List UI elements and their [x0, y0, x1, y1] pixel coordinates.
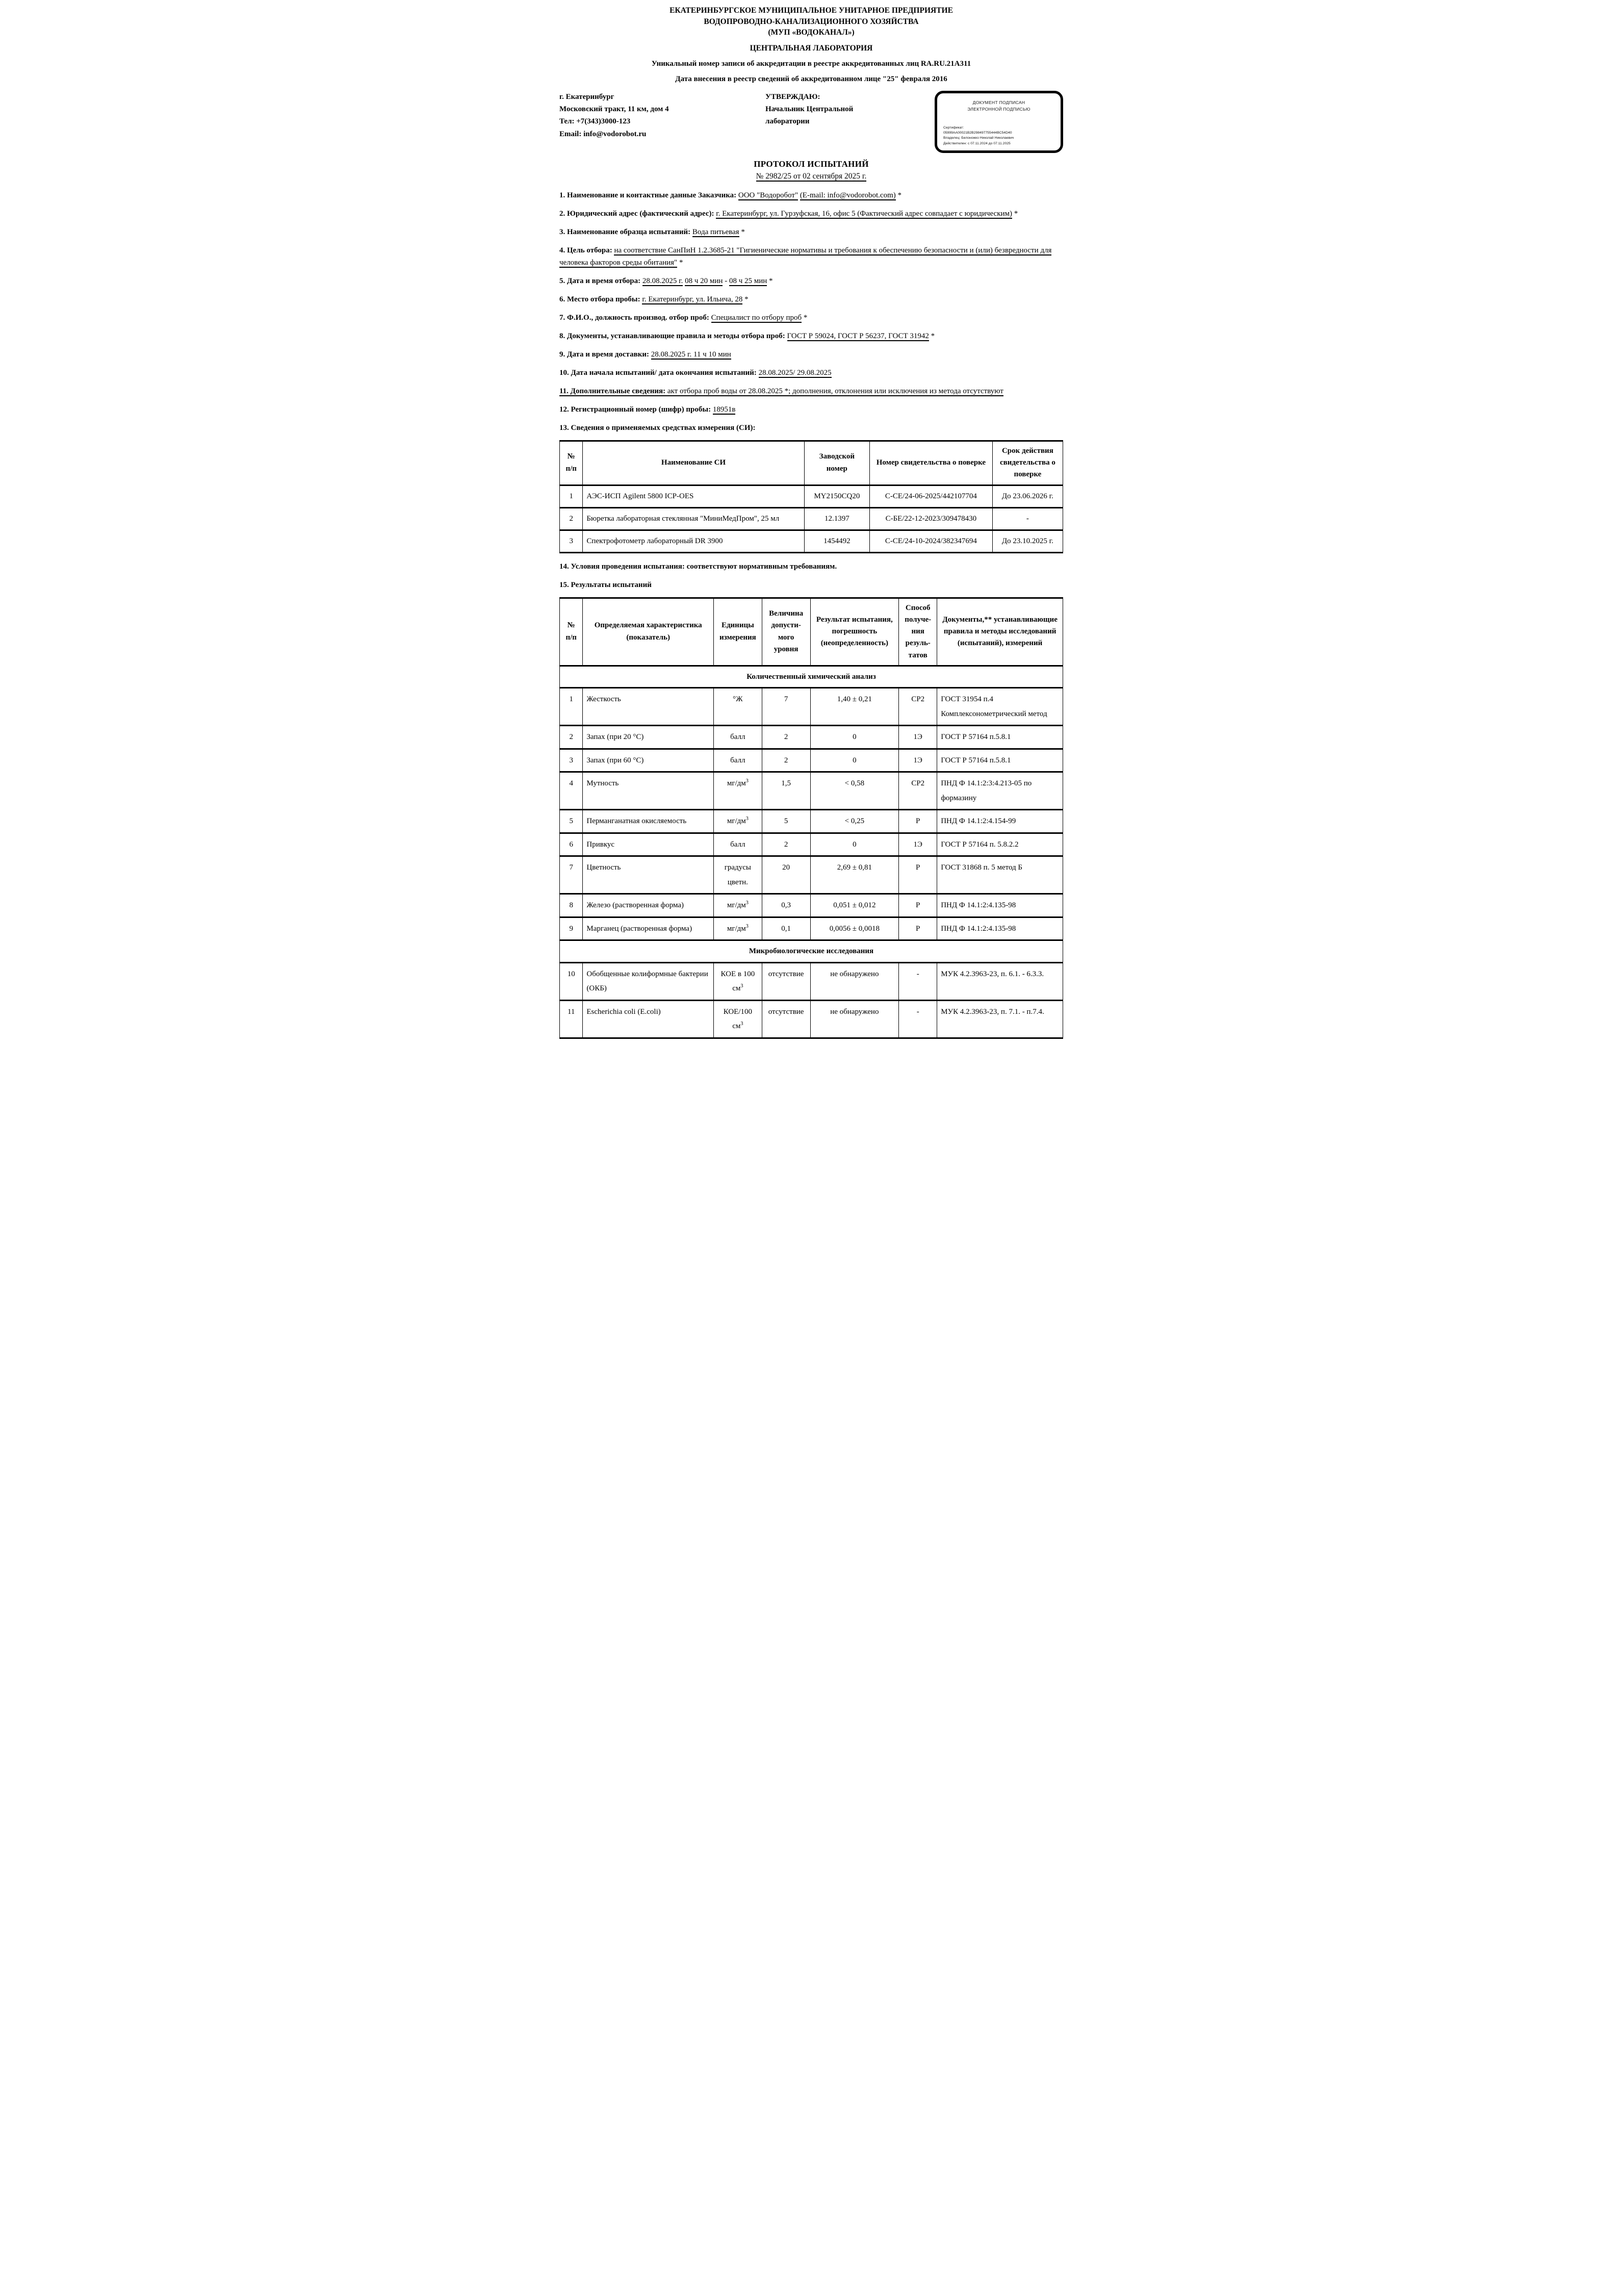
column-header: Срок действия свидетельства о поверке — [992, 441, 1063, 485]
stamp-validity: Действителен: с 07.11.2024 до 07.11.2025 — [943, 141, 1011, 145]
table-cell: ПНД Ф 14.1:2:4.135-98 — [937, 894, 1063, 917]
table-cell: Запах (при 60 °С) — [583, 749, 714, 772]
table-cell: 1 — [560, 688, 583, 726]
text-segment: 6. Место отбора пробы: — [559, 295, 642, 303]
text-segment: 08 ч 25 мин — [729, 276, 767, 285]
contact-phone: Тел: +7(343)3000-123 — [559, 117, 631, 126]
table-cell: СР2 — [899, 772, 937, 810]
text-segment: * — [802, 313, 808, 322]
table-cell: Марганец (растворенная форма) — [583, 917, 714, 940]
protocol-item — [559, 208, 1063, 220]
document-title: ПРОТОКОЛ ИСПЫТАНИЙ — [754, 159, 869, 169]
text-segment: 7. Ф.И.О., должность производ. отбор проб: — [559, 313, 711, 322]
table-cell: Жесткость — [583, 688, 714, 726]
table-cell: 2 — [762, 833, 810, 856]
table-cell: MY2150CQ20 — [804, 485, 869, 507]
table-cell: $мг/дм^3$ — [714, 772, 762, 810]
superscript-3: 3 — [740, 1021, 743, 1027]
stamp-cert-value: 05999AA00021B2B298497755444BC54D40 — [943, 131, 1012, 135]
protocol-item — [559, 348, 1063, 361]
column-header: Документы,** устанавливающие правила и методы исследований (испытаний), измерений — [937, 598, 1063, 666]
text-segment: 11. Дополнительные сведения: — [559, 387, 667, 395]
org-name-line3: (МУП «ВОДОКАНАЛ») — [768, 28, 855, 37]
text-segment: * — [895, 191, 902, 199]
table-row — [560, 688, 1063, 726]
text-segment: на соответствие СанПиН 1.2.3685-21 "Гигиенические нормативы и требования к обеспечению безопасности и (или) безвредности для человека факторов среды обитания" — [559, 246, 1052, 267]
table-cell: 2 — [560, 507, 583, 530]
column-header: Способ получе-ния резуль-татов — [899, 598, 937, 666]
accreditation-number-line: Уникальный номер записи об аккредитации в реестре аккредитованных лиц RA.RU.21А311 — [651, 59, 971, 68]
protocol-document — [541, 0, 1082, 1059]
table-cell: балл — [714, 726, 762, 749]
section-title: Количественный химический анализ — [560, 666, 1063, 688]
table-cell: До 23.10.2025 г. — [992, 530, 1063, 552]
stamp-cert-label: Сертификат: — [943, 126, 964, 130]
table-cell: До 23.06.2026 г. — [992, 485, 1063, 507]
table-cell: С-СЕ/24-10-2024/382347694 — [869, 530, 992, 552]
protocol-item — [559, 293, 1063, 305]
text-segment: Специалист по отбору проб — [711, 313, 802, 322]
text-segment: ГОСТ Р 59024, ГОСТ Р 56237, ГОСТ 31942 — [787, 331, 929, 340]
protocol-item-15 — [559, 579, 1063, 591]
superscript-3: 3 — [745, 778, 749, 784]
protocol-item — [559, 330, 1063, 342]
table-cell: 20 — [762, 856, 810, 894]
superscript-3: 3 — [740, 983, 743, 989]
lab-name: ЦЕНТРАЛЬНАЯ ЛАБОРАТОРИЯ — [750, 44, 873, 53]
table-row — [560, 507, 1063, 530]
table-row — [560, 726, 1063, 749]
table-cell: 0,1 — [762, 917, 810, 940]
table-cell: 2 — [762, 749, 810, 772]
section-title: Микробиологические исследования — [560, 940, 1063, 963]
text-segment: акт отбора проб воды от 28.08.2025 *; дополнения, отклонения или исключения из метода отсутствуют — [667, 387, 1003, 395]
measuring-instruments-table — [559, 440, 1063, 553]
table-cell: °Ж — [714, 688, 762, 726]
contact-city: г. Екатеринбург — [559, 92, 614, 101]
table-cell: балл — [714, 833, 762, 856]
table-cell: 1,40 ± 0,21 — [810, 688, 899, 726]
table-row — [560, 1000, 1063, 1038]
table-cell: не обнаружено — [810, 962, 899, 1000]
contact-block — [559, 91, 763, 140]
table-cell: 0 — [810, 726, 899, 749]
approve-title: УТВЕРЖДАЮ: — [765, 92, 820, 101]
stamp-title — [943, 99, 1054, 113]
table-cell: Обобщенные колиформные бактерии (ОКБ) — [583, 962, 714, 1000]
table-cell: 0,0056 ± 0,0018 — [810, 917, 899, 940]
table-cell: 7 — [762, 688, 810, 726]
text-segment: 12. Регистрационный номер (шифр) пробы: — [559, 405, 713, 414]
text-segment: * — [739, 227, 745, 236]
text-segment: 2. Юридический адрес (фактический адрес): — [559, 209, 716, 218]
text-segment: * — [742, 295, 749, 303]
column-header: Определяемая характеристика (показатель) — [583, 598, 714, 666]
org-name-line1: ЕКАТЕРИНБУРГСКОЕ МУНИЦИПАЛЬНОЕ УНИТАРНОЕ ПРЕДПРИЯТИЕ — [669, 6, 953, 15]
text-segment: 08 ч 20 мин — [685, 276, 723, 285]
table-cell: 1 — [560, 485, 583, 507]
column-header: № п/п — [560, 441, 583, 485]
column-header: Результат испытания, погрешность (неопределенность) — [810, 598, 899, 666]
protocol-item — [559, 189, 1063, 201]
table-cell: СР2 — [899, 688, 937, 726]
table-cell: 8 — [560, 894, 583, 917]
protocol-item — [559, 422, 1063, 434]
table-cell: - — [899, 962, 937, 1000]
table-cell: 0 — [810, 833, 899, 856]
column-header: Величина допусти-мого уровня — [762, 598, 810, 666]
protocol-item — [559, 275, 1063, 287]
text-segment: * — [929, 331, 935, 340]
protocol-item-14 — [559, 560, 1063, 573]
superscript-3: 3 — [745, 816, 749, 822]
digital-signature-stamp — [935, 91, 1063, 153]
column-header: Заводской номер — [804, 441, 869, 485]
protocol-item — [559, 244, 1063, 269]
accreditation-date-line: Дата внесения в реестр сведений об аккредитованном лице "25" февраля 2016 — [675, 74, 947, 83]
text-segment: - — [723, 276, 729, 285]
table-row — [560, 894, 1063, 917]
text-segment: 4. Цель отбора: — [559, 246, 614, 254]
table-cell: 0 — [810, 749, 899, 772]
text-segment: * — [767, 276, 773, 285]
column-header: Наименование СИ — [583, 441, 804, 485]
table-cell: С-СЕ/24-06-2025/442107704 — [869, 485, 992, 507]
test-results-table — [559, 597, 1063, 1039]
table-cell: Бюретка лабораторная стеклянная "МиниМедПром", 25 мл — [583, 507, 804, 530]
table-cell: 12.1397 — [804, 507, 869, 530]
superscript-3: 3 — [745, 900, 749, 906]
table-cell: МУК 4.2.3963-23, п. 7.1. - п.7.4. — [937, 1000, 1063, 1038]
table-cell: МУК 4.2.3963-23, п. 6.1. - 6.3.3. — [937, 962, 1063, 1000]
approve-block — [763, 91, 916, 128]
table-row — [560, 810, 1063, 833]
table-cell: 7 — [560, 856, 583, 894]
table-row — [560, 962, 1063, 1000]
table-cell: $мг/дм^3$ — [714, 894, 762, 917]
text-segment: 28.08.2025 г. 11 ч 10 мин — [651, 350, 731, 359]
protocol-items — [559, 189, 1063, 434]
table-section-row — [560, 666, 1063, 688]
column-header: № п/п — [560, 598, 583, 666]
text-segment: 1. Наименование и контактные данные Заказчика: — [559, 191, 738, 199]
approve-position-line2: лаборатории — [765, 117, 810, 126]
table-cell: Р — [899, 894, 937, 917]
table-cell: 1,5 — [762, 772, 810, 810]
table-cell: 5 — [762, 810, 810, 833]
stamp-certificate-info — [943, 125, 1054, 146]
table-cell: ГОСТ Р 57164 п.5.8.1 — [937, 749, 1063, 772]
table-cell: отсутствие — [762, 962, 810, 1000]
table-cell: КОЕ в 100 $см^3$ — [714, 962, 762, 1000]
table-cell: 2 — [762, 726, 810, 749]
contact-address: Московский тракт, 11 км, дом 4 — [559, 105, 669, 114]
table-row — [560, 917, 1063, 940]
text-segment: 15. Результаты испытаний — [559, 580, 652, 589]
table-cell: Перманганатная окисляемость — [583, 810, 714, 833]
text-segment: 28.08.2025 г. — [642, 276, 683, 285]
table-cell: < 0,58 — [810, 772, 899, 810]
table-cell: 10 — [560, 962, 583, 1000]
table-cell: С-БЕ/22-12-2023/309478430 — [869, 507, 992, 530]
table-section-row — [560, 940, 1063, 963]
column-header: Номер свидетельства о поверке — [869, 441, 992, 485]
table-cell: 1Э — [899, 749, 937, 772]
table-cell: Железо (растворенная форма) — [583, 894, 714, 917]
table-cell: Мутность — [583, 772, 714, 810]
table-cell: 4 — [560, 772, 583, 810]
table-cell: 0,3 — [762, 894, 810, 917]
text-segment: * — [1012, 209, 1018, 218]
table-row — [560, 856, 1063, 894]
table-cell: 3 — [560, 749, 583, 772]
text-segment: ООО "Водоробот" — [738, 191, 798, 199]
protocol-item — [559, 367, 1063, 379]
table-row — [560, 530, 1063, 552]
table-cell: КОЕ/100 $см^3$ — [714, 1000, 762, 1038]
text-segment: № 2982/25 от 02 сентября 2025 г. — [756, 171, 867, 181]
table-cell: 2 — [560, 726, 583, 749]
text-segment: 28.08.2025/ 29.08.2025 — [758, 368, 832, 377]
table-cell: ГОСТ 31954 п.4 Комплексонометрический метод — [937, 688, 1063, 726]
protocol-item — [559, 226, 1063, 238]
protocol-item — [559, 385, 1063, 397]
table-cell: $мг/дм^3$ — [714, 917, 762, 940]
text-segment: г. Екатеринбург, ул. Ильича, 28 — [642, 295, 743, 303]
table-cell: 11 — [560, 1000, 583, 1038]
table-cell: Привкус — [583, 833, 714, 856]
table-cell: ГОСТ Р 57164 п. 5.8.2.2 — [937, 833, 1063, 856]
text-segment: (E-mail: info@vodorobot.com) — [800, 191, 896, 199]
text-segment: г. Екатеринбург, ул. Гурзуфская, 16, офис 5 (Фактический адрес совпадает с юридическим) — [716, 209, 1012, 218]
table-cell: ПНД Ф 14.1:2:3:4.213-05 по формазину — [937, 772, 1063, 810]
superscript-3: 3 — [745, 923, 749, 929]
table-cell: Р — [899, 856, 937, 894]
protocol-item — [559, 312, 1063, 324]
table-cell: Цветность — [583, 856, 714, 894]
table-cell: не обнаружено — [810, 1000, 899, 1038]
table-row — [560, 749, 1063, 772]
text-segment: 10. Дата начала испытаний/ дата окончания испытаний: — [559, 368, 759, 377]
table-cell: Запах (при 20 °С) — [583, 726, 714, 749]
protocol-item — [559, 403, 1063, 416]
contact-email: Email: info@vodorobot.ru — [559, 130, 647, 138]
table-cell: Спектрофотометр лабораторный DR 3900 — [583, 530, 804, 552]
table-cell: 1454492 — [804, 530, 869, 552]
text-segment: 3. Наименование образца испытаний: — [559, 227, 692, 236]
table-cell: ПНД Ф 14.1:2:4.135-98 — [937, 917, 1063, 940]
table-cell: ПНД Ф 14.1:2:4.154-99 — [937, 810, 1063, 833]
text-segment: 14. Условия проведения испытания: соответствуют нормативным требованиям. — [559, 562, 837, 571]
org-header — [559, 5, 1063, 85]
table-header-row — [560, 598, 1063, 666]
table-cell: $мг/дм^3$ — [714, 810, 762, 833]
text-segment: 9. Дата и время доставки: — [559, 350, 651, 359]
table-cell: Р — [899, 917, 937, 940]
table-cell: ГОСТ 31868 п. 5 метод Б — [937, 856, 1063, 894]
table-cell: 0,051 ± 0,012 — [810, 894, 899, 917]
table-cell: < 0,25 — [810, 810, 899, 833]
text-segment: 13. Сведения о применяемых средствах измерения (СИ): — [559, 423, 756, 432]
table-cell: 1Э — [899, 726, 937, 749]
document-number-date — [559, 172, 1063, 181]
stamp-title-line1: ДОКУМЕНТ ПОДПИСАН — [972, 99, 1025, 105]
table-cell: балл — [714, 749, 762, 772]
table-cell: 6 — [560, 833, 583, 856]
table-cell: 5 — [560, 810, 583, 833]
table-cell: 1Э — [899, 833, 937, 856]
text-segment: 8. Документы, устанавливающие правила и методы отбора проб: — [559, 331, 787, 340]
table-cell: - — [992, 507, 1063, 530]
column-header: Единицы измерения — [714, 598, 762, 666]
text-segment: * — [677, 258, 683, 267]
text-segment: 5. Дата и время отбора: — [559, 276, 642, 285]
table-row — [560, 833, 1063, 856]
org-name-line2: ВОДОПРОВОДНО-КАНАЛИЗАЦИОННОГО ХОЗЯЙСТВА — [704, 17, 919, 26]
approve-position-line1: Начальник Центральной — [765, 105, 854, 114]
text-segment: 18951в — [712, 405, 736, 414]
table-header-row — [560, 441, 1063, 485]
text-segment: Вода питьевая — [692, 227, 739, 236]
table-cell: АЭС-ИСП Agilent 5800 ICP-OES — [583, 485, 804, 507]
table-row — [560, 485, 1063, 507]
info-row — [559, 91, 1063, 153]
table-cell: градусы цветн. — [714, 856, 762, 894]
table-cell: отсутствие — [762, 1000, 810, 1038]
table-cell: 9 — [560, 917, 583, 940]
table-cell: - — [899, 1000, 937, 1038]
stamp-owner: Владелец: Белоножко Николай Николаевич — [943, 136, 1014, 140]
table-cell: 2,69 ± 0,81 — [810, 856, 899, 894]
table-cell: Р — [899, 810, 937, 833]
table-cell: ГОСТ Р 57164 п.5.8.1 — [937, 726, 1063, 749]
stamp-title-line2: ЭЛЕКТРОННОЙ ПОДПИСЬЮ — [967, 106, 1031, 112]
table-cell: 3 — [560, 530, 583, 552]
table-cell: Escherichia coli (E.coli) — [583, 1000, 714, 1038]
table-row — [560, 772, 1063, 810]
